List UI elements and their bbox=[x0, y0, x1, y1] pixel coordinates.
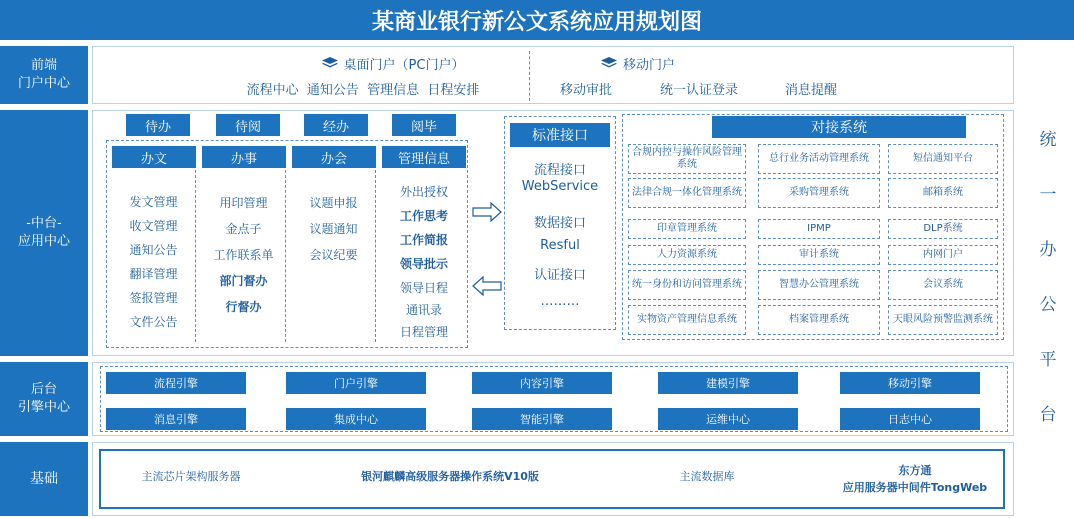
docking-system-item: 统一身份和访问管理系统 bbox=[628, 270, 746, 300]
unified-office-platform-label bbox=[1034, 110, 1062, 440]
base-middleware bbox=[829, 451, 1001, 507]
row-label-middle bbox=[0, 110, 88, 356]
docking-title: 对接系统 bbox=[712, 116, 966, 138]
module-item: 用印管理 bbox=[219, 196, 268, 210]
interface-item: Resful bbox=[540, 238, 580, 253]
front-panel bbox=[92, 46, 1014, 104]
interface-item: ……… bbox=[540, 294, 580, 309]
docking-system-item: IPMP bbox=[758, 219, 880, 239]
docking-system-item: 天眼风险预警监测系统 bbox=[888, 305, 998, 335]
module-item: 会议纪要 bbox=[309, 248, 358, 262]
docking-system-item: 印章管理系统 bbox=[628, 219, 746, 239]
module-item: 工作联系单 bbox=[213, 248, 274, 262]
vertical-char: 一 bbox=[1039, 185, 1057, 205]
row-label-middle-line1: -中台- bbox=[26, 216, 62, 231]
engine-item: 运维中心 bbox=[658, 408, 798, 430]
module-item: 翻译管理 bbox=[129, 267, 178, 281]
tab-read: 阅毕 bbox=[392, 114, 456, 136]
vertical-char: 台 bbox=[1039, 405, 1057, 425]
mobile-item: 统一认证登录 bbox=[659, 83, 738, 98]
tab-to-read: 待阅 bbox=[216, 114, 280, 136]
row-label-front-line2: 门户中心 bbox=[17, 76, 70, 91]
layers-icon bbox=[601, 57, 617, 69]
desktop-portal-items: 流程中心 通知公告 管理信息 日程安排 bbox=[246, 83, 480, 98]
module-item: 签报管理 bbox=[129, 291, 178, 305]
mobile-item: 消息提醒 bbox=[784, 83, 837, 98]
engine-item: 内容引擎 bbox=[472, 372, 612, 394]
desktop-portal-header bbox=[293, 53, 493, 73]
row-label-front-line1: 前端 bbox=[30, 58, 57, 73]
base-chip-servers: 主流芯片架构服务器 bbox=[141, 470, 241, 483]
vertical-char: 公 bbox=[1039, 295, 1057, 315]
mobile-portal-header bbox=[583, 53, 693, 73]
docking-system-item: 会议系统 bbox=[888, 270, 998, 300]
interface-item: WebService bbox=[521, 179, 599, 194]
docking-system-item: 内网门户 bbox=[888, 245, 998, 265]
docking-system-item: DLP系统 bbox=[888, 219, 998, 239]
layers-icon bbox=[322, 57, 338, 69]
base-panel bbox=[92, 442, 1014, 516]
docking-system-item: 档案管理系统 bbox=[758, 305, 880, 335]
vertical-char: 平 bbox=[1039, 350, 1057, 370]
tab-handled: 经办 bbox=[304, 114, 368, 136]
row-label-base-line1: 基础 bbox=[30, 471, 58, 487]
interface-item: 认证接口 bbox=[533, 268, 586, 283]
module-item: 行督办 bbox=[225, 300, 262, 314]
base-database: 主流数据库 bbox=[679, 470, 735, 483]
front-divider bbox=[529, 51, 530, 101]
vertical-char: 统 bbox=[1039, 130, 1057, 150]
module-item: 外出授权 bbox=[399, 185, 448, 199]
base-os: 银河麒麟高级服务器操作系统V10版 bbox=[361, 470, 539, 483]
row-label-back bbox=[0, 362, 88, 436]
vertical-char: 办 bbox=[1039, 240, 1057, 260]
engine-item: 消息引擎 bbox=[106, 408, 246, 430]
module-management-info bbox=[382, 170, 466, 348]
engine-item: 门户引擎 bbox=[286, 372, 426, 394]
interfaces-container bbox=[504, 116, 616, 330]
module-item: 议题申报 bbox=[309, 196, 358, 210]
module-item: 收文管理 bbox=[129, 219, 178, 233]
row-label-middle-line2: 应用中心 bbox=[17, 234, 70, 249]
docking-system-item: 智慧办公管理系统 bbox=[758, 270, 880, 300]
row-label-back-line2: 引擎中心 bbox=[17, 400, 70, 415]
module-item: 领导批示 bbox=[399, 257, 448, 271]
module-item: 通讯录 bbox=[405, 303, 442, 317]
module-item: 日程管理 bbox=[399, 325, 448, 339]
docking-system-item: 法律合规一体化管理系统 bbox=[628, 178, 746, 208]
docking-system-item: 总行业务活动管理系统 bbox=[758, 144, 880, 174]
page-title: 某商业银行新公文系统应用规划图 bbox=[0, 0, 1074, 40]
arrow-right-icon bbox=[472, 202, 502, 222]
docking-system-item: 合规内控与操作风险管理系统 bbox=[628, 144, 746, 174]
docking-system-item: 邮箱系统 bbox=[888, 178, 998, 208]
base-frame bbox=[99, 449, 1005, 509]
arrow-left-icon bbox=[472, 276, 502, 296]
module-meetings bbox=[292, 170, 376, 342]
engine-item: 日志中心 bbox=[840, 408, 980, 430]
docking-system-item: 人力资源系统 bbox=[628, 245, 746, 265]
module-title-documents: 办文 bbox=[112, 146, 196, 168]
module-title-management-info: 管理信息 bbox=[382, 146, 466, 168]
mobile-item: 移动审批 bbox=[559, 83, 612, 98]
mobile-portal-title: 移动门户 bbox=[622, 57, 675, 73]
docking-system-item: 审计系统 bbox=[758, 245, 880, 265]
engine-item: 流程引擎 bbox=[106, 372, 246, 394]
engine-item: 建模引擎 bbox=[658, 372, 798, 394]
engine-item: 智能引擎 bbox=[472, 408, 612, 430]
module-title-meetings: 办会 bbox=[292, 146, 376, 168]
module-item: 议题通知 bbox=[309, 222, 358, 236]
module-item: 发文管理 bbox=[129, 195, 178, 209]
interfaces-title: 标准接口 bbox=[510, 123, 610, 147]
module-item: 金点子 bbox=[225, 222, 262, 236]
docking-system-item: 短信通知平台 bbox=[888, 144, 998, 174]
module-item: 部门督办 bbox=[219, 274, 268, 288]
module-item: 领导日程 bbox=[399, 281, 448, 295]
row-label-back-line1: 后台 bbox=[30, 382, 57, 397]
interface-item: 数据接口 bbox=[533, 216, 586, 231]
engine-item: 集成中心 bbox=[286, 408, 426, 430]
base-middleware-product: 应用服务器中间件TongWeb bbox=[842, 481, 988, 494]
row-label-base bbox=[0, 442, 88, 516]
module-item: 工作思考 bbox=[399, 209, 448, 223]
desktop-portal-title: 桌面门户（PC门户） bbox=[343, 57, 465, 73]
module-item: 文件公告 bbox=[129, 315, 178, 329]
engine-item: 移动引擎 bbox=[840, 372, 980, 394]
module-documents bbox=[112, 170, 196, 342]
interface-item: 流程接口 bbox=[533, 163, 586, 178]
docking-system-item: 采购管理系统 bbox=[758, 178, 880, 208]
row-label-front bbox=[0, 46, 88, 104]
module-item: 通知公告 bbox=[129, 243, 178, 257]
docking-system-item: 实物资产管理信息系统 bbox=[628, 305, 746, 335]
module-title-affairs: 办事 bbox=[202, 146, 286, 168]
module-affairs bbox=[202, 170, 286, 342]
tab-todo: 待办 bbox=[126, 114, 190, 136]
base-middleware-vendor: 东方通 bbox=[898, 464, 932, 477]
module-item: 工作简报 bbox=[399, 233, 448, 247]
